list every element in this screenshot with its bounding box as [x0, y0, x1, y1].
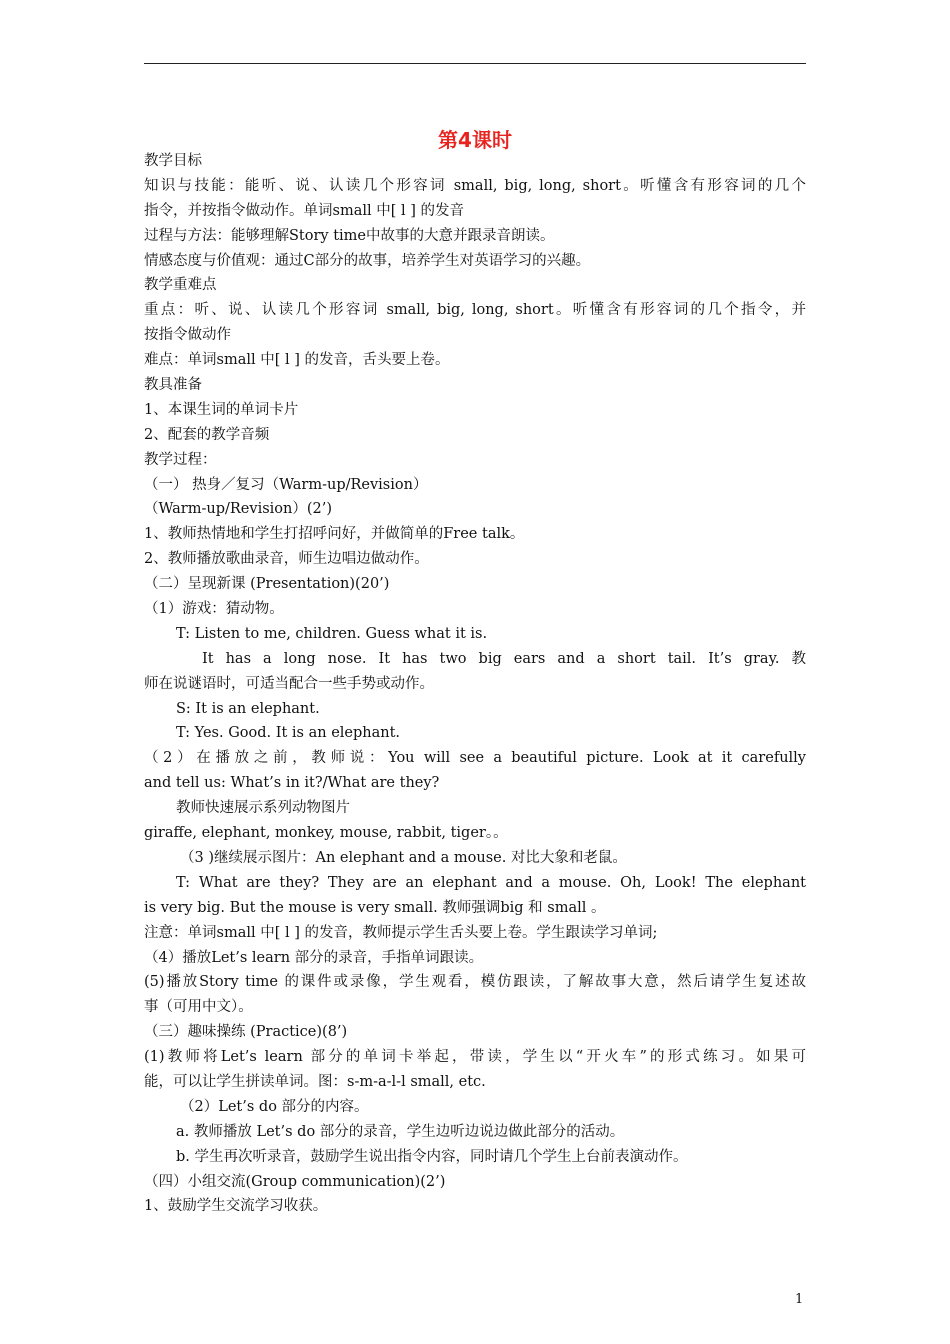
text-line: 1、教师热情地和学生打招呼问好，并做简单的Free talk。 — [144, 526, 525, 543]
text-line: is very big. But the mouse is very small. 教师强调big 和 small 。 — [144, 899, 606, 916]
text-line: （三）趣味操练 (Practice)(8’) — [144, 1024, 348, 1041]
text-line: (1)教师将Let’s learn 部分的单词卡举起，带读，学生以“开火车”的形式练习。如果可 — [144, 1049, 806, 1066]
text-line: T: Yes. Good. It is an elephant. — [176, 725, 401, 742]
text-line: 2、教师播放歌曲录音，师生边唱边做动作。 — [144, 551, 429, 568]
text-line: 情感态度与价值观：通过C部分的故事，培养学生对英语学习的兴趣。 — [144, 252, 591, 269]
text-line: （3 )继续展示图片：An elephant and a mouse. 对比大象和老鼠。 — [180, 849, 627, 866]
text-line: 能，可以让学生拼读单词。图：s-m-a-l-l small, etc. — [144, 1073, 486, 1090]
text-line: 教学重难点 — [144, 277, 217, 294]
text-line: a. 教师播放 Let’s do 部分的录音，学生边听边说边做此部分的活动。 — [176, 1123, 625, 1140]
document-body — [144, 149, 806, 1219]
text-line: 事（可用中文）。 — [144, 999, 253, 1016]
text-line: S: It is an elephant. — [176, 700, 320, 717]
text-line: （2）在播放之前，教师说：You will see a beautiful picture. Look at it carefully — [144, 750, 806, 767]
text-line: T: What are they? They are an elephant and a mouse. Oh, Look! The elephant — [176, 874, 806, 891]
text-line: 注意：单词small 中[ l ] 的发音，教师提示学生舌头要上卷。学生跟读学习单词; — [144, 924, 658, 941]
text-line: 教学过程： — [144, 451, 217, 468]
text-line: (5)播放Story time 的课件或录像，学生观看，模仿跟读，了解故事大意，然后请学生复述故 — [144, 974, 806, 991]
text-line: 1、鼓励学生交流学习收获。 — [144, 1198, 328, 1215]
text-line: （1）游戏：猜动物。 — [144, 601, 284, 618]
text-line: 教师快速展示系列动物图片 — [176, 800, 350, 817]
text-line: （一） 热身／复习（Warm-up/Revision） — [144, 476, 428, 493]
page-title: 第4课时 — [438, 128, 512, 152]
text-line: （4）播放Let’s learn 部分的录音，手指单词跟读。 — [144, 949, 484, 966]
text-line: 知识与技能：能听、说、认读几个形容词 small, big, long, short。听懂含有形容词的几个 — [144, 177, 806, 194]
text-line: It has a long nose. It has two big ears and a short tail. It’s gray. 教 — [202, 650, 806, 667]
text-line: （四）小组交流(Group communication)(2’) — [144, 1173, 446, 1190]
text-line: （二）呈现新课 (Presentation)(20’) — [144, 576, 390, 593]
text-line: and tell us: What’s in it?/What are they? — [144, 775, 440, 792]
text-line: 师在说谜语时，可适当配合一些手势或动作。 — [144, 675, 434, 692]
text-line: T: Listen to me, children. Guess what it is. — [176, 625, 488, 642]
text-line: 按指令做动作 — [144, 327, 231, 344]
text-line: b. 学生再次听录音，鼓励学生说出指令内容，同时请几个学生上台前表演动作。 — [176, 1148, 688, 1165]
text-line: 难点：单词small 中[ l ] 的发音，舌头要上卷。 — [144, 352, 450, 369]
text-line: 过程与方法：能够理解Story time中故事的大意并跟录音朗读。 — [144, 227, 555, 244]
text-line: 教具准备 — [144, 377, 202, 394]
text-line: 重点：听、说、认读几个形容词 small, big, long, short。听懂含有形容词的几个指令，并 — [144, 302, 806, 319]
text-line: 教学目标 — [144, 153, 202, 169]
page-number: 1 — [795, 1292, 804, 1307]
text-line: giraffe, elephant, monkey, mouse, rabbit, tiger。。 — [144, 825, 508, 842]
header-rule — [144, 63, 806, 64]
text-line: 2、配套的教学音频 — [144, 426, 270, 443]
text-line: （2）Let’s do 部分的内容。 — [180, 1098, 369, 1115]
text-line: （Warm-up/Revision）(2’) — [144, 501, 332, 518]
text-line: 指令，并按指令做动作。单词small 中[ l ] 的发音 — [144, 202, 464, 219]
text-line: 1、本课生词的单词卡片 — [144, 401, 299, 418]
